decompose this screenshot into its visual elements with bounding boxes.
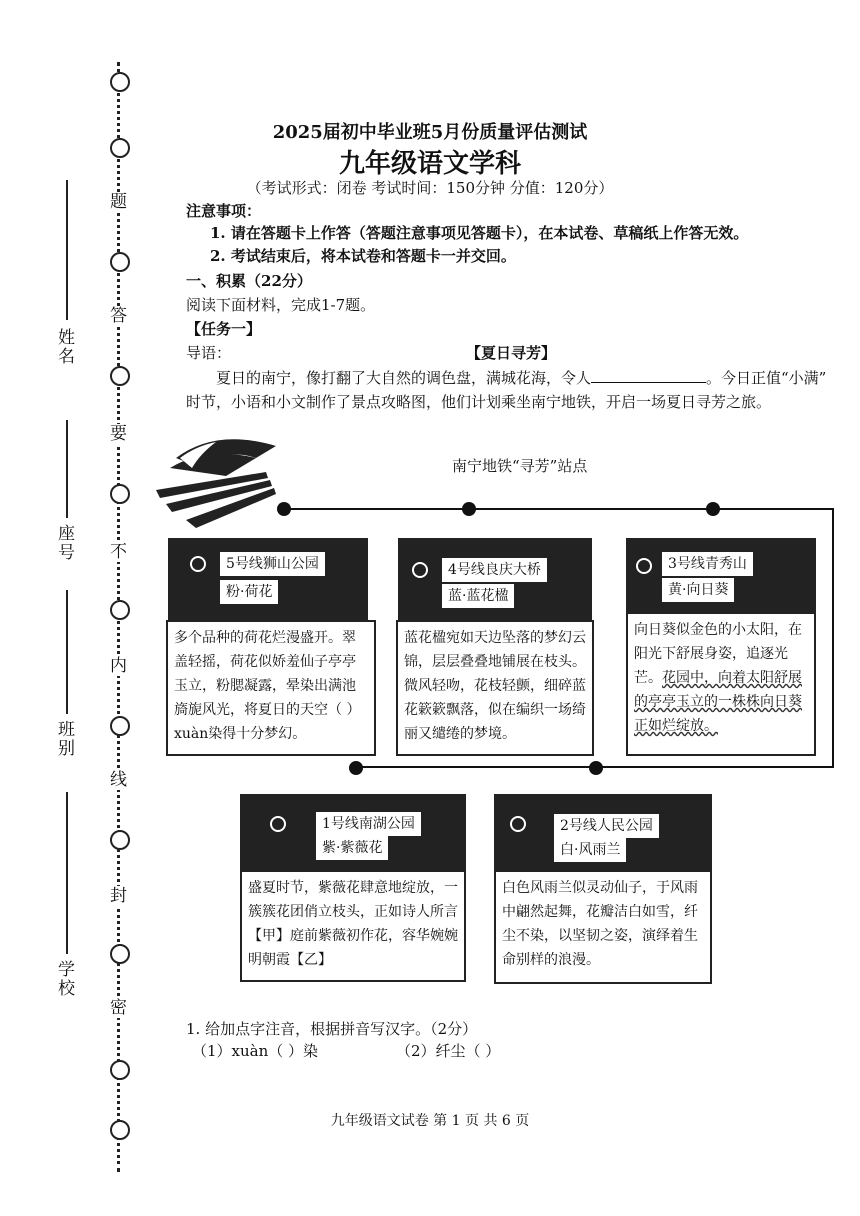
station-card-header [398, 538, 592, 620]
notice-heading: 注意事项： [186, 202, 262, 220]
seal-char: 题 [110, 192, 127, 212]
station-card-header [626, 538, 816, 612]
binding-circle [110, 252, 130, 272]
intro-text-b: 。今日正值“小满” [706, 369, 827, 387]
station-flower: 蓝·蓝花楹 [442, 584, 514, 608]
notice-item-2: 2. 考试结束后，将本试卷和答题卡一并交回。 [210, 247, 516, 265]
intro-paragraph-line2: 时节，小语和小文制作了景点攻略图，他们计划乘坐南宁地铁，开启一场夏日寻芳之旅。 [186, 393, 772, 411]
seal-char: 内 [110, 656, 127, 676]
station-dot [706, 502, 720, 516]
task-label: 【任务一】 [186, 320, 262, 338]
location-pin-icon [190, 556, 206, 572]
binding-circle [110, 830, 130, 850]
name-label: 姓名 [54, 328, 74, 366]
location-pin-icon [412, 562, 428, 578]
seal-char: 不 [110, 542, 127, 562]
location-pin-icon [270, 816, 286, 832]
station-flower: 白·风雨兰 [554, 838, 626, 862]
station-line: 1号线南湖公园 [316, 812, 421, 836]
class-label: 班别 [54, 720, 74, 758]
notice-item-1: 1. 请在答题卡上作答（答题注意事项见答题卡），在本试卷、草稿纸上作答无效。 [210, 224, 749, 242]
exam-title-line1: 2025届初中毕业班5月份质量评估测试 [272, 122, 588, 143]
card-text-plain: 向日葵似金色的小太阳，在阳光下舒展身姿，追逐光芒。 [634, 622, 802, 686]
station-line: 2号线人民公园 [554, 814, 659, 838]
binding-circle [110, 716, 130, 736]
exam-title-line2: 九年级语文学科 [338, 149, 521, 179]
binding-circle [110, 1060, 130, 1080]
station-flower: 黄·向日葵 [662, 578, 734, 602]
question-1-stem: 1. 给加点字注音，根据拼音写汉字。（2分） [186, 1020, 478, 1038]
card-text-wavy: 花园中，向着太阳舒展的亭亭玉立的一株株向日葵正如烂绽放。 [634, 670, 802, 734]
seal-char: 答 [110, 306, 127, 326]
question-1-part-2[interactable]: （2）纤尘（ ） [396, 1042, 501, 1060]
intro-text-a: 夏日的南宁，像打翻了大自然的调色盘，满城花海，令人 [216, 369, 592, 387]
section-instruction: 阅读下面材料，完成1-7题。 [186, 296, 376, 314]
seal-char: 封 [110, 886, 127, 906]
binding-circle [110, 600, 130, 620]
station-flower: 粉·荷花 [220, 580, 278, 604]
station-card-body: 盛夏时节，紫薇花肆意地绽放，一簇簇花团俏立枝头，正如诗人所言【甲】庭前紫薇初作花，容华婉婉明朝霞【乙】 [240, 870, 466, 982]
intro-paragraph-line1 [216, 367, 827, 389]
seal-char: 密 [110, 998, 127, 1018]
station-dot [589, 761, 603, 775]
seal-char: 线 [110, 770, 127, 790]
station-card-body: 多个品种的荷花烂漫盛开。翠盖轻摇，荷花似娇羞仙子亭亭玉立，粉腮凝露，晕染出满池旖旎风光，将夏日的天空（ ）xuàn染得十分梦幻。 [166, 620, 376, 756]
section-heading: 一、积累（22分） [186, 272, 312, 290]
binding-circle [110, 484, 130, 504]
station-line: 4号线良庆大桥 [442, 558, 547, 582]
seat-blank[interactable] [66, 420, 68, 518]
route-line-upper [284, 508, 834, 510]
station-dot [462, 502, 476, 516]
station-line: 3号线青秀山 [662, 552, 753, 576]
location-pin-icon [636, 558, 652, 574]
seal-char: 要 [110, 424, 127, 444]
school-label: 学校 [54, 960, 74, 998]
question-1-part-1[interactable]: （1）xuàn（ ）染 [192, 1042, 319, 1060]
station-card-body: 白色风雨兰似灵动仙子，于风雨中翩然起舞，花瓣洁白如雪，纤尘不染，以坚韧之姿，演绎着生命别样的浪漫。 [494, 870, 712, 984]
station-line: 5号线狮山公园 [220, 552, 325, 576]
seat-label: 座号 [54, 524, 74, 562]
location-pin-icon [510, 816, 526, 832]
train-icon [156, 428, 286, 528]
station-card-body: 蓝花楹宛如天边坠落的梦幻云锦，层层叠叠地铺展在枝头。微风轻吻，花枝轻颤，细碎蓝花簌簌飘落，似在编织一场绮丽又缱绻的梦境。 [396, 620, 594, 756]
station-dot [277, 502, 291, 516]
intro-title: 【夏日寻芳】 [466, 344, 557, 362]
binding-circle [110, 944, 130, 964]
name-blank[interactable] [66, 180, 68, 320]
intro-blank[interactable] [591, 368, 706, 383]
exam-title-line3: （考试形式：闭卷 考试时间：150分钟 分值：120分） [246, 179, 614, 197]
class-blank[interactable] [66, 590, 68, 714]
intro-label: 导语： [186, 344, 232, 362]
binding-circle [110, 366, 130, 386]
station-card-header [494, 794, 712, 870]
route-line-right [832, 508, 834, 768]
page-footer: 九年级语文试卷 第 1 页 共 6 页 [330, 1113, 530, 1129]
station-flower: 紫·紫薇花 [316, 836, 388, 860]
station-card-header [240, 794, 466, 870]
metro-title: 南宁地铁“寻芳”站点 [452, 457, 588, 475]
binding-circle [110, 72, 130, 92]
station-card-body [626, 612, 816, 756]
school-blank[interactable] [66, 792, 68, 954]
station-card-header [168, 538, 368, 620]
station-dot [349, 761, 363, 775]
